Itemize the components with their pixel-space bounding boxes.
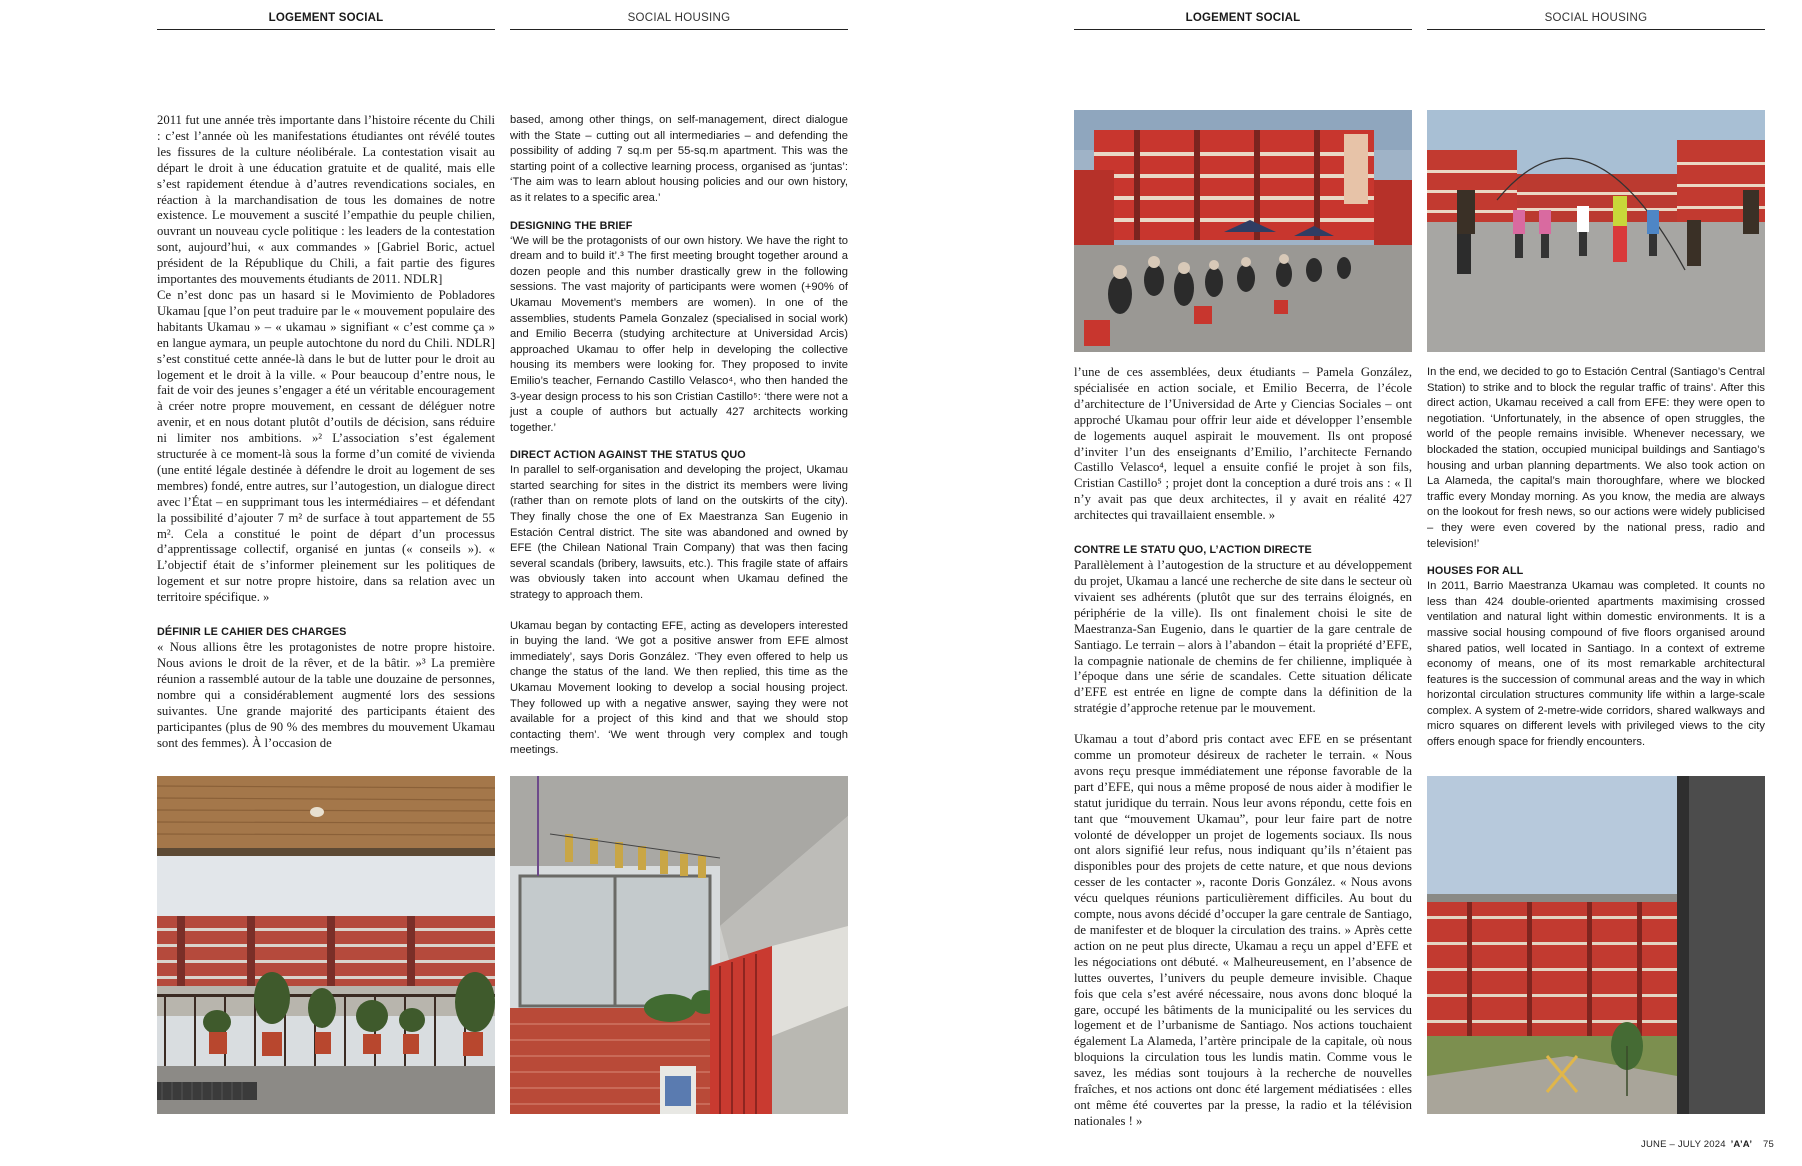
en-paragraph: In the end, we decided to go to Estación Central (Santiago’s Central Station) to strike and to block the regular traffic of trains’. After this direct action, Ukamau received a call from EFE: they were open to negotiation. ‘Unfortunately, in the absence of open struggles, the world of the people remains invisible. Whenever necessary, we blockaded the station, occupied municipal buildings and Santiago’s housing and urban planning departments. We also took action on La Alameda, the capital’s main thoroughfare, where we blocked traffic every Monday morning. As you know, the media are always on the lookout for fresh news, so our actions were widely publicised – they were even covered by the national press, radio and television!’ <box>1427 366 1765 550</box>
left-en-column <box>510 113 848 759</box>
page-footer <box>1641 1139 1774 1150</box>
en-paragraph: Ukamau began by contacting EFE, acting as developers interested in buying the land. ‘We got a positive answer from EFE almost immediately’, says Doris González. ‘They even offered to help us change the status of the land. We then replied, this time as the Ukamau Movement looking to develop a social housing project. They followed up with a negative answer, saying they were not available for a project of this kind and that we should stop contacting them’. ‘We went through very complex and tough meetings. <box>510 619 848 757</box>
left-header-fr: LOGEMENT SOCIAL <box>157 11 495 30</box>
fr-subheading-status-quo: CONTRE LE STATU QUO, L’ACTION DIRECTE <box>1074 544 1312 557</box>
right-en-column <box>1427 365 1765 751</box>
en-paragraph: In parallel to self-organisation and developing the project, Ukamau started searching for sites in the district its members were living (rather than on remote plots of land on the outskirts of the city). They finally chose the one of Ex Maestranza San Eugenio in Estación Central district. The site was abandoned and owned by EFE (the Chilean National Train Company) that was then facing several scandals (bribery, lawsuits, etc.). This fragile state of affairs was obviously taken into account when Ukamau defined the strategy to approach them. <box>510 464 848 602</box>
fr-subheading-brief: DÉFINIR LE CAHIER DES CHARGES <box>157 626 347 639</box>
fr-paragraph: Ce n’est donc pas un hasard si le Movimiento de Pobladores Ukamau [que l’on peut traduire par le « mouvement populaire des habitants Ukamau » – « ukamau » signifiant « c’est comme ça » en langue aymara, un peuple autochtone du nord du Chili. NDLR] s’est constitué cette année-là dans le but de lutter pour le droit au logement et le droit à la ville. « Pour beaucoup d’entre nous, le fait de voir des jeunes s’engager a été un véritable encouragement à créer notre propre mouvement, en cessant de déléguer notre avenir, et en nous dotant plutôt d’outils de décision, sans réduire ni limiter nos ambitions. »² L’association s’est également structurée à ce moment-là sous la forme d’un comité de vivienda (une entité légale destinée à défendre le droit au logement de ses membres) fondé, entre autres, sur l’autogestion, un dialogue direct avec l’État – en supprimant tous les intermédiaires – et défendant la possibilité d’ajouter 7 m² de surface à tout appartement de 55 m². Cela a constitué le point de départ d’un processus d’apprentissage collectif, organisé en juntas (« conseils »). « L’objectif était de s’informer pleinement sur les politiques de logement et sur notre propre histoire, dans sa relation avec un territoire spécifique. » <box>157 287 495 605</box>
housing-complex-illustration <box>1427 776 1765 1114</box>
right-header-fr: LOGEMENT SOCIAL <box>1074 11 1412 30</box>
left-header-en: SOCIAL HOUSING <box>510 11 848 30</box>
fr-paragraph: « Nous allions être les protagonistes de notre propre histoire. Nous avions le droit de la rêver, et de la bâtir. »³ La première réunion a rassemblé autour de la table une douzaine de personnes, nombre qui a considérablement augmenté lors des sessions suivantes. Une grande majorité des participants étaient des participantes (plus de 90 % des membres du mouvement Ukamau sont des femmes). À l’occasion de <box>157 640 495 750</box>
right-fr-column <box>1074 365 1412 1130</box>
jump-rope-photo <box>1427 110 1765 352</box>
en-paragraph: In 2011, Barrio Maestranza Ukamau was completed. It counts no less than 424 double-oriented apartments maximising crossed ventilation and natural light within domestic environments. It is a massive social housing compound of five floors organised around shared patios, well located in Santiago. In a context of extreme economy of means, one of its most remarkable architectural features is the succession of communal areas and the way in which horizontal circulation structures community life within a large-scale complex. A system of 2-metre-wide corridors, shared walkways and micro squares on different levels with privileged views to the city offers enough space for friendly encounters. <box>1427 580 1765 749</box>
corridor-illustration <box>510 776 848 1114</box>
fr-paragraph: 2011 fut une année très importante dans l’histoire récente du Chili : c’est l’année où les manifestations étudiantes ont révélé toutes les fissures de la culture néolibérale. La contestation visait au départ le droit à une éducation gratuite et de qualité, mais elle s’est rapidement étendue à d’autres revendications sociales, en réaction à la marchandisation de tous les domaines de notre existence. Le mouvement a suscité l’empathie du peuple chilien, ouvrant un nouveau cycle politique : les leaders de la contestation sont, aujourd’hui, « aux commandes » [Gabriel Boric, actuel président de la République du Chili, a fait partie des figures importantes des mouvements étudiants de 2011. NDLR] <box>157 113 495 287</box>
footer-issue: JUNE – JULY 2024 <box>1641 1139 1726 1150</box>
fr-paragraph: Parallèlement à l’autogestion de la structure et au développement du projet, Ukamau a lancé une recherche de site dans le secteur où vivaient ses adhérents (plutôt que sur des terrains éloignés, en périphérie de la ville). Ils ont finalement choisi le site de Maestranza-San Eugenio, dans le quartier de la gare centrale de Santiago. Le terrain – alors à l’abandon – était la propriété d’EFE, la compagnie nationale de chemins de fer chilienne, impliquée à l’époque dans une série de scandales. Cette situation délicate d’EFE est entrée en ligne de compte dans la définition de la stratégie d’approche retenue par le mouvement. <box>1074 558 1412 716</box>
en-subheading-direct-action: DIRECT ACTION AGAINST THE STATUS QUO <box>510 449 746 462</box>
en-paragraph: ‘We will be the protagonists of our own history. We have the right to dream and to build it’.³ The first meeting brought together around a dozen people and this number drastically grew in the following sessions. The vast majority of participants were women (+90% of Ukamau Movement’s members are women). In one of the assemblies, students Pamela Gonzalez (specialised in social work) and Emilio Becerra (studying architecture at Universidad Arcis) approached Ukamau to offer help in developing the collective housing its members were looking for. They proposed to invite Emilio’s teacher, Fernando Castillo Velasco⁴, who then handed the 3-year design process to his son Cristian Castillo⁵: ‘there were not a just a couple of authors but actually 427 architects working together.’ <box>510 234 848 434</box>
en-paragraph: based, among other things, on self-management, direct dialogue with the State – cutting out all intermediaries – and defending the possibility of adding 7 sq.m per 55-sq.m apartment. This was the starting point of a collective learning process, organised as ‘juntas’: ‘The aim was to learn ablout housing policies and our own history, as it relates to a specific area.’ <box>510 114 848 204</box>
assembly-courtyard-illustration <box>1074 110 1412 352</box>
jump-rope-illustration <box>1427 110 1765 352</box>
assembly-courtyard-photo <box>1074 110 1412 352</box>
en-subheading-brief: DESIGNING THE BRIEF <box>510 219 633 232</box>
right-header-en: SOCIAL HOUSING <box>1427 11 1765 30</box>
en-subheading-houses: HOUSES FOR ALL <box>1427 565 1524 578</box>
fr-paragraph: Ukamau a tout d’abord pris contact avec EFE en se présentant comme un promoteur désireux de racheter le terrain. « Nous avons reçu presque immédiatement une réponse favorable de la part d’EFE, qui nous a même proposé de nous aider à modifier le statut juridique du terrain. Nous leur avons répondu, cette fois en tant que “mouvement Ukamau”, pour leur faire part de notre volonté de développer un projet de logements sociaux. Ils nous ont alors signifié leur refus, nous indiquant qu’ils n’étaient pas disponibles pour des projets de cette nature, et que nous devions cesser de les contacter », raconte Doris González. « Nous avons vécu quelques réunions particulièrement difficiles. Au bout du compte, nous avons décidé d’occuper la gare centrale de Santiago, de manifester et de bloquer la circulation des trains. » Après cette action on ne peut plus directe, Ukamau a reçu un appel d’EFE et les négociations ont débuté. « Malheureusement, en l’absence de luttes ouvertes, l’univers du peuple demeure invisible. Chaque fois que cela s’est avéré nécessaire, nous avons donc bloqué la gare, occupé les bâtiments de la municipalité ou les services du logement et de l’urbanisme de Santiago. Nos actions touchaient également La Alameda, l’artère principale de la capitale, où nous bloquions la circulation tous les lundis matin. Comme vous le savez, les médias sont toujours à la recherche de nouvelles fraîches, et nos actions ont donc été largement médiatisées : elles ont même été couvertes par la presse, la radio et la télévision nationales ! » <box>1074 732 1412 1128</box>
magazine-logo: ’A’A’ <box>1730 1139 1753 1150</box>
left-fr-column <box>157 113 495 751</box>
corridor-photo <box>510 776 848 1114</box>
fr-paragraph: l’une de ces assemblées, deux étudiants – Pamela González, spécialisée en action sociale, et Emilio Becerra, de l’école d’architecture de l’Universidad de Arte y Ciencias Sociales – ont approché Ukamau pour offrir leur aide et développer l’ensemble de logements auquel aspirait le mouvement. Ils ont proposé d’inviter l’un des enseignants d’Emilio, l’architecte Fernando Castillo Velasco⁴, lequel a ensuite confié le projet à son fils, Cristian Castillo⁵ ; projet dont la conception a duré trois ans : « Il n’y avait pas que deux architectes, il y avait en réalité 427 architectes qui travaillaient ensemble. » <box>1074 365 1412 523</box>
balcony-view-photo <box>157 776 495 1114</box>
housing-complex-photo <box>1427 776 1765 1114</box>
page-number: 75 <box>1763 1139 1774 1150</box>
balcony-view-illustration <box>157 776 495 1114</box>
